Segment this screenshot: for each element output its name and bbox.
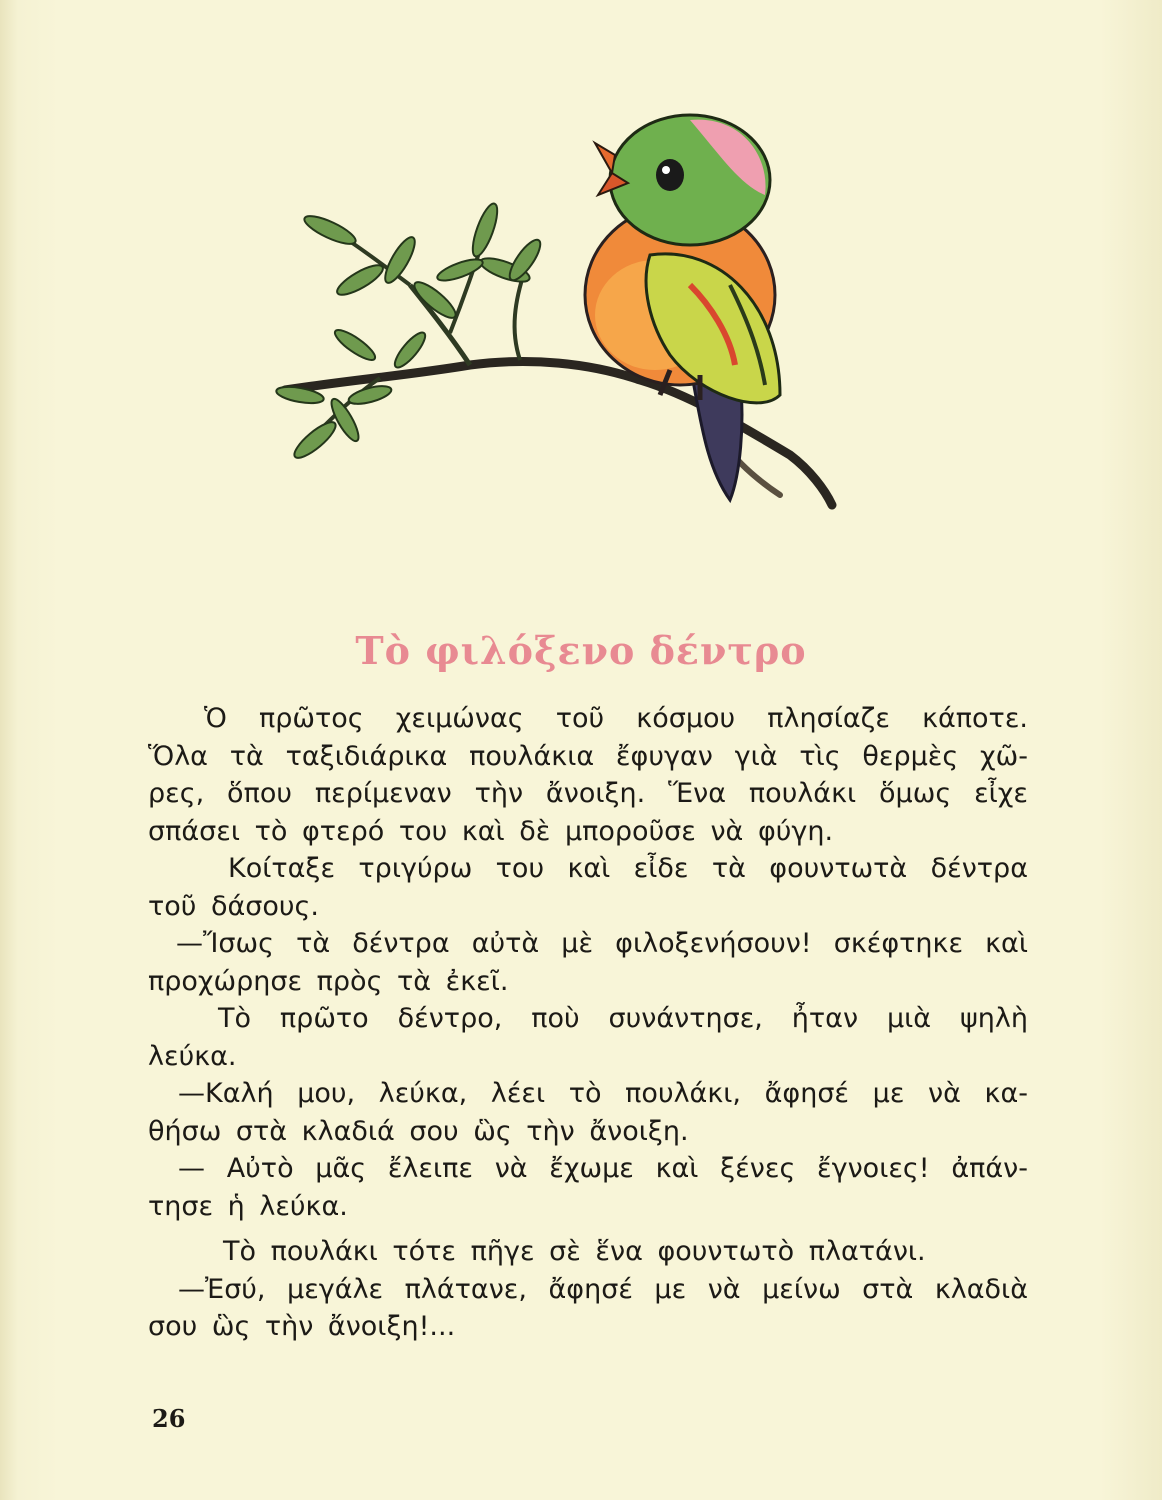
text-line: —Ἴσως τὰ δέντρα αὐτὰ μὲ φιλοξενήσουν! σκέφτηκε καὶ xyxy=(176,928,1028,959)
text-line: Κοίταξε τριγύρω του καὶ εἶδε τὰ φουντωτὰ δέντρα xyxy=(228,853,1028,884)
bird-on-branch-illustration xyxy=(260,95,840,515)
text-line: Τὸ πουλάκι τότε πῆγε σὲ ἕνα φουντωτὸ πλατάνι. xyxy=(223,1236,926,1267)
text-line: σπάσει τὸ φτερό του καὶ δὲ μποροῦσε νὰ φύγη. xyxy=(148,815,834,847)
text-line: Ὁ πρῶτος χειμώνας τοῦ κόσμου πλησίαζε κάποτε. xyxy=(204,703,1028,734)
text-line: τησε ἡ λεύκα. xyxy=(148,1190,348,1222)
page-number: 26 xyxy=(152,1404,186,1433)
text-line: προχώρησε πρὸς τὰ ἐκεῖ. xyxy=(148,965,509,997)
text-line: Ὅλα τὰ ταξιδιάρικα πουλάκια ἔφυγαν γιὰ τὶς θερμὲς χῶ- xyxy=(148,740,1028,772)
text-line: —Ἐσύ, μεγάλε πλάτανε, ἄφησέ με νὰ μείνω στὰ κλαδιὰ xyxy=(178,1273,1028,1305)
text-line: σου ὣς τὴν ἄνοιξη!... xyxy=(148,1311,456,1342)
text-line: τοῦ δάσους. xyxy=(148,890,319,922)
story-text xyxy=(148,700,1028,1346)
text-line: θήσω στὰ κλαδιά σου ὣς τὴν ἄνοιξη. xyxy=(148,1115,689,1147)
text-line: —Καλή μου, λεύκα, λέει τὸ πουλάκι, ἄφησέ με νὰ κα- xyxy=(178,1078,1028,1109)
text-line: Τὸ πρῶτο δέντρο, ποὺ συνάντησε, ἦταν μιὰ ψηλὴ xyxy=(218,1003,1028,1034)
story-title: Τὸ φιλόξενο δέντρο xyxy=(355,628,807,673)
text-line: ρες, ὅπου περίμεναν τὴν ἄνοιξη. Ἕνα πουλάκι ὅμως εἶχε xyxy=(148,778,1028,809)
text-line: λεύκα. xyxy=(148,1040,237,1072)
text-line: — Αὐτὸ μᾶς ἔλειπε νὰ ἔχωμε καὶ ξένες ἔγνοιες! ἀπάν- xyxy=(178,1153,1028,1184)
